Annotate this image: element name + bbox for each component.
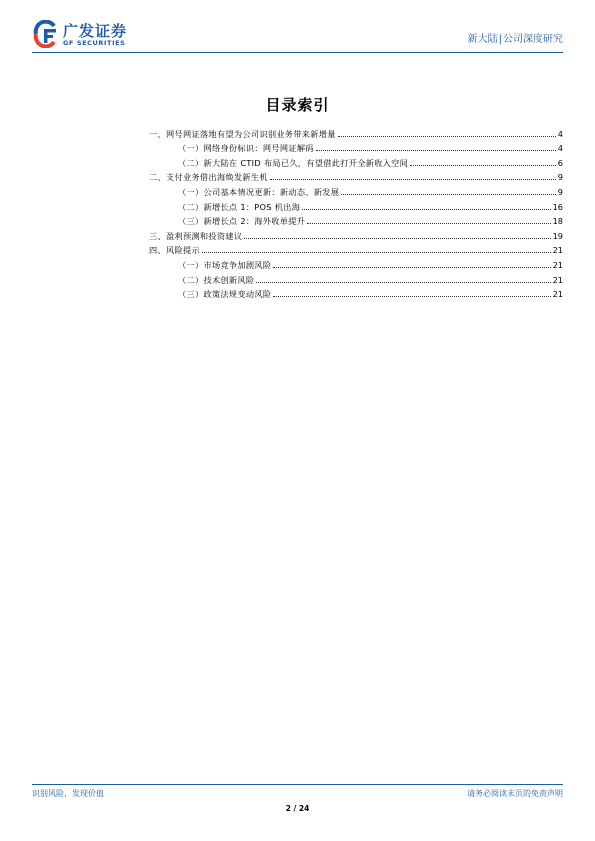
toc-entry[interactable] bbox=[149, 270, 563, 285]
toc-entry-text: （二）新增长点 1：POS 机出海 bbox=[178, 201, 301, 212]
toc-entry-text: （二）新大陆在 CTID 布局已久，有望借此打开全新收入空间 bbox=[178, 157, 409, 168]
toc-entry-text: （一）公司基本情况更新：新动态、新发展 bbox=[178, 186, 340, 197]
toc-dot-leader bbox=[244, 237, 550, 239]
company-name: 新大陆 bbox=[467, 34, 498, 45]
toc-dot-leader bbox=[410, 164, 556, 166]
toc-dot-leader bbox=[341, 193, 556, 195]
toc-entry-text: （三）政策法规变动风险 bbox=[178, 289, 272, 300]
toc-entry[interactable] bbox=[149, 255, 563, 270]
toc-entry-text: （三）新增长点 2：海外收单提升 bbox=[178, 216, 306, 227]
toc-page-number: 9 bbox=[557, 172, 563, 183]
toc-entry-text: （二）技术创新风险 bbox=[178, 274, 255, 285]
logo-chinese-name: 广发证券 bbox=[63, 22, 128, 40]
toc-page-number: 21 bbox=[552, 259, 563, 270]
footer-slogan: 识别风险，发现价值 bbox=[32, 789, 104, 798]
toc-dot-leader bbox=[256, 281, 550, 283]
report-type: 公司深度研究 bbox=[503, 34, 563, 45]
toc-entry[interactable] bbox=[149, 168, 563, 183]
toc-page-number: 21 bbox=[552, 289, 563, 300]
toc-entry-text: （一）市场竞争加剧风险 bbox=[178, 259, 272, 270]
gf-logo-icon bbox=[32, 20, 60, 48]
toc-dot-leader bbox=[273, 266, 550, 268]
toc-entry[interactable] bbox=[149, 212, 563, 227]
toc-dot-leader bbox=[307, 222, 550, 224]
toc-page-number: 9 bbox=[557, 186, 563, 197]
toc-page-number: 16 bbox=[552, 201, 563, 212]
toc-dot-leader bbox=[270, 178, 556, 180]
toc-page-number: 6 bbox=[557, 157, 563, 168]
toc-dot-leader bbox=[338, 135, 556, 137]
toc-entry-text: （一）网络身份标识：网号网证解码 bbox=[178, 143, 314, 154]
toc-entry-text: 三、盈利预测和投资建议 bbox=[149, 230, 243, 241]
toc-entry[interactable] bbox=[149, 241, 563, 256]
toc-entry-text: 四、风险提示 bbox=[149, 245, 200, 256]
toc-entry[interactable] bbox=[149, 197, 563, 212]
toc-page-number: 4 bbox=[557, 143, 563, 154]
toc-dot-leader bbox=[273, 295, 550, 297]
toc-entry[interactable] bbox=[149, 285, 563, 300]
toc-page-number: 21 bbox=[552, 274, 563, 285]
footer-divider bbox=[32, 784, 563, 785]
gf-securities-logo bbox=[32, 18, 162, 52]
toc-dot-leader bbox=[302, 208, 550, 210]
footer-disclaimer-note: 请务必阅读末页的免责声明 bbox=[467, 789, 563, 798]
toc-entry[interactable] bbox=[149, 226, 563, 241]
toc-entry-text: 二、支付业务借出海焕发新生机 bbox=[149, 172, 268, 183]
toc-entry-text: 一、网号网证落地有望为公司识别业务带来新增量 bbox=[149, 128, 336, 139]
header-separator: | bbox=[498, 34, 502, 45]
toc-page-number: 19 bbox=[552, 230, 563, 241]
table-of-contents bbox=[149, 124, 563, 299]
toc-entry[interactable] bbox=[149, 124, 563, 139]
header-divider bbox=[32, 52, 563, 53]
page-number: 2 / 24 bbox=[285, 804, 310, 813]
toc-page-number: 21 bbox=[552, 245, 563, 256]
toc-entry[interactable] bbox=[149, 153, 563, 168]
toc-entry[interactable] bbox=[149, 182, 563, 197]
toc-title: 目录索引 bbox=[265, 96, 330, 114]
header-report-label bbox=[468, 30, 563, 45]
toc-dot-leader bbox=[202, 251, 551, 253]
toc-dot-leader bbox=[316, 149, 556, 151]
page-header bbox=[32, 18, 563, 52]
toc-page-number: 4 bbox=[557, 128, 563, 139]
toc-page-number: 18 bbox=[552, 216, 563, 227]
logo-english-name: GF SECURITIES bbox=[63, 39, 126, 47]
toc-entry[interactable] bbox=[149, 139, 563, 154]
